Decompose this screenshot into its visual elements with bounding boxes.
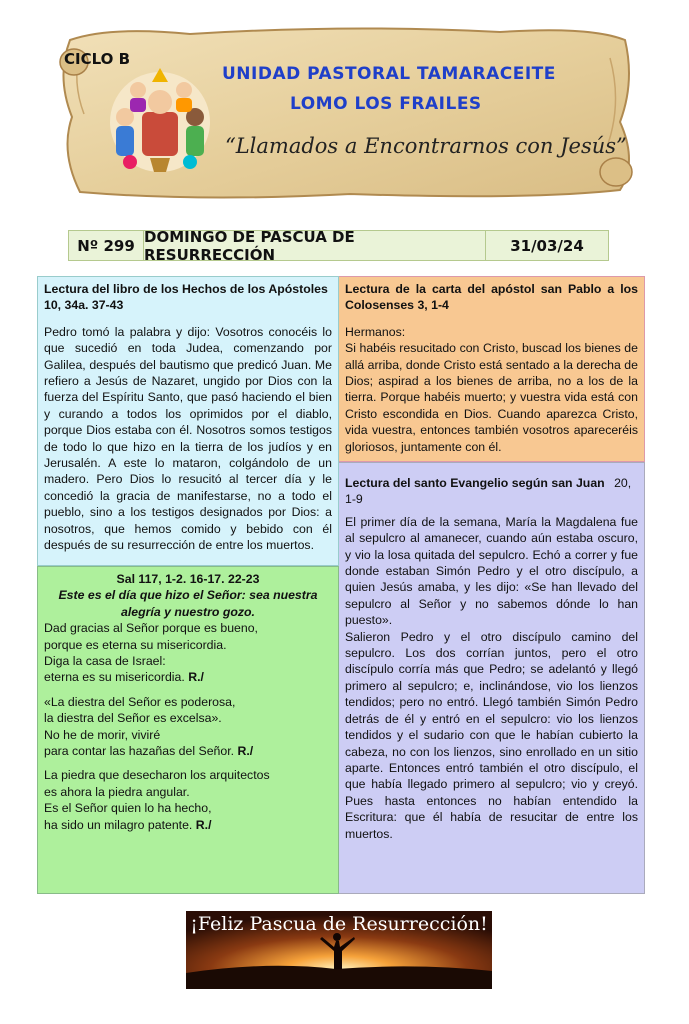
psalm-line: porque es eterna su misericordia. (44, 637, 227, 652)
psalm-antiphon: Este es el día que hizo el Señor: sea nuestra alegría y nuestro gozo. (58, 588, 318, 619)
second-reading-greeting: Hermanos: (345, 324, 406, 339)
first-reading-text: Pedro tomó la palabra y dijo: Vosotros conocéis lo que sucedió en toda Judea, comenzando por Galilea, después del bautismo que predicó Juan. Me refiero a Jesús de Nazaret, ungido por Dios con la fuerza del Espíritu Santo, que pasó haciendo el bien y curando a todos los oprimidos por el diablo, porque Dios estaba con él. Nosotros somos testigos de todo lo que hizo en la tierra de los judíos y en Jerusalén. A este lo mataron, colgándolo de un madero. Pero Dios lo resucitó al tercer día y le concedió la gracia de manifestarse, no a todo el pueblo, sino a los testigos designados por Dios: a nosotros, que hemos comido y bebido con él después de su resurrección de entre los muertos. (44, 324, 332, 553)
psalm-response: R./ (188, 670, 204, 685)
header-banner (50, 22, 642, 204)
second-reading-title: Lectura de la carta del apóstol san Pablo a los Colosenses 3, 1-4 (345, 282, 638, 313)
gospel-text-2: Salieron Pedro y el otro discípulo camino del sepulcro. Los dos corrían juntos, pero el otro discípulo corría más que Pedro; se adelantó y llegó primero al sepulcro; e, inclinándose, vio los lienzos tendidos; pero no entró. Llegó también Simón Pedro detrás de él y entró en el sepulcro: vio los lienzos tendidos y el sudario con que le habían cubierto la cabeza, no con los lienzos, sino enrollado en un sitio aparte. Entonces entró también el otro discípulo, el que había llegado primero al sepulcro; vio y creyó. Pues hasta entonces no habían entendido la Escritura: que él había de resucitar de entre los muertos. (345, 629, 638, 841)
easter-greeting-image (186, 911, 492, 989)
psalm-panel (37, 566, 339, 894)
gospel-heading (345, 475, 638, 508)
issue-info-bar (68, 227, 609, 264)
psalm-line: Dad gracias al Señor porque es bueno, (44, 621, 258, 636)
psalm-line: para contar las hazañas del Señor. (44, 744, 235, 759)
psalm-title: Sal 117, 1-2. 16-17. 22-23 (116, 572, 260, 586)
parish-title-line2: LOMO LOS FRAILES (290, 94, 482, 114)
gospel-title: Lectura del santo Evangelio según san Juan (345, 476, 605, 490)
first-reading-title: Lectura del libro de los Hechos de los Apóstoles 10, 34a. 37-43 (44, 282, 328, 313)
psalm-stanza-1 (44, 620, 332, 686)
psalm-line: No he de morir, viviré (44, 727, 161, 742)
psalm-line-with-response (44, 669, 332, 685)
easter-greeting-caption: ¡Feliz Pascua de Resurrección! (190, 913, 488, 935)
psalm-line: «La diestra del Señor es poderosa, (44, 694, 236, 709)
psalm-line-with-response (44, 817, 332, 833)
community-illustration (100, 62, 220, 182)
psalm-stanza-3 (44, 767, 332, 833)
psalm-response: R./ (237, 744, 254, 759)
cycle-label: CICLO B (64, 50, 131, 68)
psalm-line: Es el Señor quien lo ha hecho, (44, 801, 212, 816)
sunday-name: DOMINGO DE PASCUA DE RESURRECCIÓN (144, 231, 486, 260)
psalm-line: La piedra que desecharon los arquitectos (44, 768, 270, 783)
psalm-line: eterna es su misericordia. (44, 670, 185, 685)
psalm-line: Diga la casa de Israel: (44, 654, 166, 669)
psalm-line: ha sido un milagro patente. (44, 817, 193, 832)
issue-number: Nº 299 (69, 231, 144, 260)
psalm-line-with-response (44, 743, 332, 759)
gospel-text-1: El primer día de la semana, María la Magdalena fue al sepulcro al amanecer, cuando aún estaba oscuro, y vio la losa quitada del sepulcro. Echó a correr y fue donde estaban Simón Pedro y el otro discípulo, a quien Jesús amaba, y les dijo: «Se han llevado del sepulcro al Señor y no sabemos dónde lo han puesto». (345, 514, 638, 628)
second-reading-panel (339, 276, 645, 462)
second-reading-text: Si habéis resucitado con Cristo, buscad los bienes de allá arriba, donde Cristo está sentado a la derecha de Dios; aspirad a los bienes de arriba, no a los de la tierra. Porque habéis muerto; y vuestra vida está con Cristo escondida en Dios. Cuando aparezca Cristo, vida vuestra, entonces también vosotros apareceréis gloriosos, juntamente con él. (345, 341, 638, 454)
gospel-panel (339, 462, 645, 894)
psalm-line: es ahora la piedra angular. (44, 784, 190, 799)
psalm-line: la diestra del Señor es excelsa». (44, 711, 222, 726)
first-reading-panel (37, 276, 339, 566)
motto: “Llamados a Encontrarnos con Jesús” (225, 134, 627, 158)
psalm-stanza-2 (44, 694, 332, 760)
gospel-ref: 20, 1-9 (345, 476, 632, 507)
parish-title-line1: UNIDAD PASTORAL TAMARACEITE (222, 64, 556, 84)
psalm-response: R./ (195, 817, 212, 832)
issue-date: 31/03/24 (510, 236, 584, 255)
